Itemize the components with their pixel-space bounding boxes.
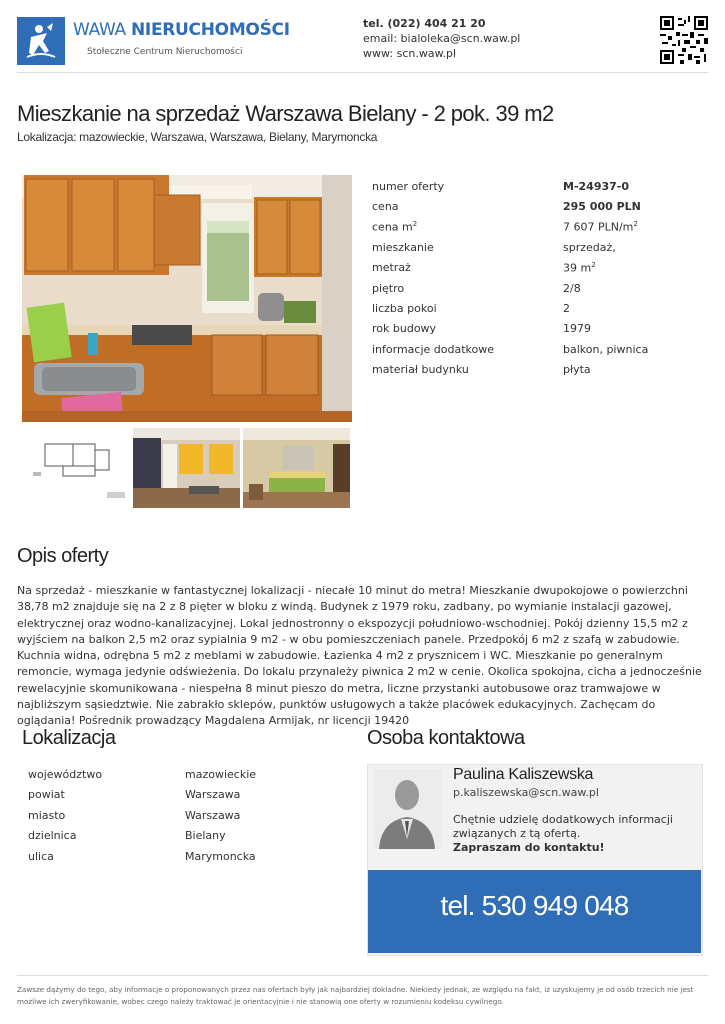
location-label: województwo [28,768,103,781]
area-value: 39 $m^2$ [563,261,596,275]
location-value: Warszawa [185,788,241,801]
detail-row [372,241,692,261]
qr-code-icon [660,16,708,64]
location-row [28,850,328,870]
header-contact [363,16,520,61]
header-phone[interactable]: tel. (022) 404 21 20 [363,17,486,30]
agent-note: Chętnie udzielę dodatkowych informacji związanych z tą ofertą. Zapraszam do kontaktu! [453,813,673,854]
detail-row [372,343,692,363]
agent-email[interactable]: p.kaliszewska@scn.waw.pl [453,786,599,799]
description-text: Na sprzedaż - mieszkanie w fantastycznej lokalizacji - niecałe 10 minut do metra! Mieszkanie dwupokojowe o powierzchni 38,78 m2 znajduje się na 2 z 8 pięter w bloku z windą. Budynek z 1979 roku, zadbany, po wymianie instalacji gazowej, elektrycznej oraz wodno-kanalizacyjnej. Lokal jednostronny o ekspozycji południowo-wschodniej. Pokój dzienny 15,5 m2 z wyjściem na balkon 2,5 m2 oraz sypialnia 9 m2 - w obu pomieszczeniach panele. Przedpokój 6 m2 z szafą w zabudowie. Kuchnia widna, odrębna 5 m2 z meblami w zabudowie. Łazienka 4 m2 z prysznicem i WC. Mieszkanie po generalnym remoncie, wymaga jedynie odświeżenia. Do lokalu przynależy piwnica 2 m2 w cenie. Okolica spokojna, cicha a jednocześnie rewelacyjnie skomunikowana - niespełna 8 minut pieszo do metra, liczne przystanki autobusowe oraz tramwajowe w najbliższym sąsiedztwie. Nie zabrakło sklepów, punktów usługowych a także placówek edukacyjnych. Zachęcam do oglądania! Pośrednik prowadzący Magdalena Armijak, nr licencji 19420 [17,584,702,728]
location-value: mazowieckie [185,768,257,781]
location-row [28,829,328,849]
thumbnail-floorplan[interactable] [23,428,130,508]
detail-row [372,363,692,383]
detail-value: sprzedaż, [563,241,616,254]
detail-row [372,220,692,240]
price-per-m2: 7 607 PLN/$m^2$ [563,220,638,234]
header-email[interactable]: email: bialoleka@scn.waw.pl [363,32,521,45]
location-heading: Lokalizacja [22,727,116,749]
brand-subtitle: Stołeczne Centrum Nieruchomości [87,47,243,57]
header-www[interactable]: www: scn.waw.pl [363,47,457,60]
offer-number: M-24937-0 [563,180,629,193]
detail-value: 1979 [563,322,591,335]
detail-row [372,302,692,322]
detail-label: rok budowy [372,322,437,335]
header-divider [17,72,708,73]
description-heading: Opis oferty [17,545,109,567]
agent-note-cta: Zapraszam do kontaktu! [453,841,605,854]
main-photo[interactable] [22,175,352,422]
location-value: Warszawa [185,809,241,822]
detail-label: liczba pokoi [372,302,437,315]
location-value: Marymoncka [185,850,256,863]
thumbnail-bedroom[interactable] [243,428,350,508]
detail-row [372,282,692,302]
footer-disclaimer: Zawsze dążymy do tego, aby informacje o proponowanych przez nas ofertach były jak najbardziej dokładne. Niekiedy jednak, ze względu na fakt, iż uzyskujemy je od osób trzecich nie jest możliwe ich zweryfikowanie, wobec czego należy traktować je orientacyjnie i nie stanowią one oferty w rozumieniu kodeksu cywilnego. [17,985,694,1006]
detail-label: numer oferty [372,180,445,193]
logo-mark [17,17,65,65]
agent-phone[interactable]: tel. 530 949 048 [440,890,629,921]
detail-value: balkon, piwnica [563,343,649,356]
detail-label: mieszkanie [372,241,434,254]
detail-label: piętro [372,282,405,295]
price: 295 000 PLN [563,200,641,213]
agent-name: Paulina Kaliszewska [453,766,594,783]
brand-name: WAWA NIERUCHOMOŚCI [73,20,290,40]
detail-value: 2/8 [563,282,581,295]
detail-row [372,180,692,200]
avatar [373,769,441,849]
location-row [28,788,328,808]
detail-row [372,261,692,281]
detail-label: cena $m^2$ [372,220,418,234]
detail-row [372,200,692,220]
location-label: miasto [28,809,66,822]
detail-value: 2 [563,302,570,315]
location-label: powiat [28,788,65,801]
detail-label: cena [372,200,399,213]
detail-label: informacje dodatkowe [372,343,495,356]
contact-heading: Osoba kontaktowa [367,727,525,749]
detail-label: materiał budynku [372,363,469,376]
location-row [28,768,328,788]
detail-label: metraż [372,261,411,274]
location-label: dzielnica [28,829,77,842]
location-value: Bielany [185,829,226,842]
thumbnail-living-room[interactable] [133,428,240,508]
detail-row [372,322,692,342]
location-subtitle: Lokalizacja: mazowieckie, Warszawa, Warszawa, Bielany, Marymoncka [17,130,378,144]
location-row [28,809,328,829]
page-title: Mieszkanie na sprzedaż Warszawa Bielany - 2 pok. 39 m2 [17,101,554,126]
location-label: ulica [28,850,54,863]
detail-value: płyta [563,363,591,376]
footer-divider [17,975,708,976]
